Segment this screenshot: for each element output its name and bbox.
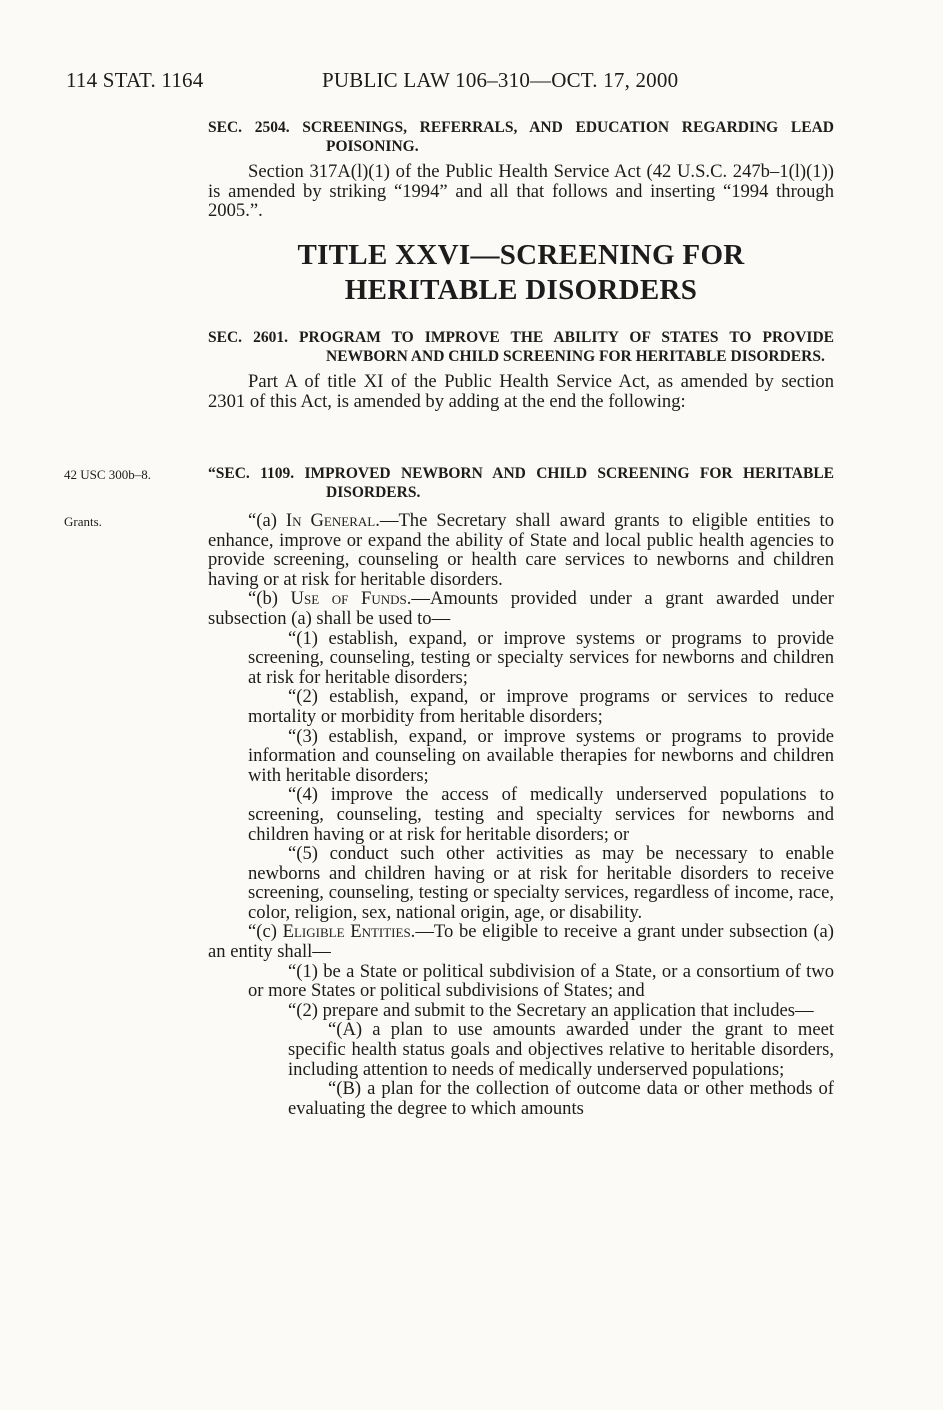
subsection-b xyxy=(208,589,834,628)
subsection-c-item-1: “(1) be a State or political subdivision of a State, or a consortium of two or more States or political subdivisions of States; and xyxy=(248,960,834,1002)
section-1109 xyxy=(208,464,834,1118)
subsection-a-label: “(a) xyxy=(248,510,286,531)
subsection-c-caption: Eligible Entities xyxy=(282,921,411,943)
subsection-b-item: “(2) establish, expand, or improve programs or services to reduce mortality or morbidity from heritable disorders; xyxy=(248,686,834,727)
subsection-c-text: .—To be eligible to receive a grant under subsection (a) an entity shall— xyxy=(208,921,834,963)
subsection-a xyxy=(208,511,834,589)
section-2601-text: Part A of title XI of the Public Health Service Act, as amended by section 2301 of this Act, is amended by adding at the end the following: xyxy=(208,371,834,412)
section-2504-text: Section 317A(l)(1) of the Public Health Service Act (42 U.S.C. 247b–1(l)(1)) is amended by striking “1994” and all that follows and inserting “1994 through 2005.”. xyxy=(208,161,834,222)
subsection-b-caption: Use of Funds xyxy=(290,588,407,610)
subsection-b-item: “(5) conduct such other activities as may be necessary to enable newborns and children having or at risk for heritable disorders to receive screening, counseling, testing or specialty services, regardless of income, race, color, religion, sex, national origin, age, or disability. xyxy=(248,843,834,923)
section-1109-heading: “SEC. 1109. IMPROVED NEWBORN AND CHILD SCREENING FOR HERITABLE DISORDERS. xyxy=(208,465,834,501)
public-law-citation: PUBLIC LAW 106–310—OCT. 17, 2000 xyxy=(322,68,679,92)
title-line-1: TITLE XXVI—SCREENING FOR xyxy=(297,239,745,271)
subsection-b-label: “(b) xyxy=(248,588,291,610)
subsection-c-label: “(c) xyxy=(248,921,283,943)
section-2504 xyxy=(208,118,834,221)
margin-note-grants: Grants. xyxy=(64,514,102,529)
subsection-c-item-2: “(2) prepare and submit to the Secretary an application that includes— xyxy=(288,999,814,1021)
subsection-c-subitem-b: “(B) a plan for the collection of outcome data or other methods of evaluating the degree to which amounts xyxy=(288,1078,834,1119)
section-2601 xyxy=(208,328,834,411)
statute-page-number: 114 STAT. 1164 xyxy=(66,68,204,92)
title-heading xyxy=(208,238,834,308)
subsection-c-subitem-a: “(A) a plan to use amounts awarded under the grant to meet specific health status goals and objectives relative to heritable disorders, including attention to needs of medically underserved populations; xyxy=(288,1019,834,1080)
section-2504-heading: SEC. 2504. SCREENINGS, REFERRALS, AND EDUCATION REGARDING LEAD POISONING. xyxy=(208,119,834,155)
subsection-b-item: “(3) establish, expand, or improve systems or programs to provide information and counseling on available therapies for newborns and children with heritable disorders; xyxy=(248,725,834,786)
subsection-a-text: .—The Secretary shall award grants to eligible entities to enhance, improve or expand the ability of State and local public health agencies to provide screening, counseling or health care services to newborns and children having or at risk for heritable disorders. xyxy=(208,510,834,590)
title-line-2: HERITABLE DISORDERS xyxy=(344,274,698,306)
margin-note-usc: 42 USC 300b–8. xyxy=(64,467,152,482)
subsection-c xyxy=(208,922,834,961)
subsection-a-caption: In General xyxy=(285,510,376,531)
section-2601-heading: SEC. 2601. PROGRAM TO IMPROVE THE ABILITY OF STATES TO PROVIDE NEWBORN AND CHILD SCREENING FOR HERITABLE DISORDERS. xyxy=(208,329,834,365)
subsection-b-item: “(4) improve the access of medically underserved populations to screening, counseling, testing and specialty services for newborns and children having or at risk for heritable disorders; or xyxy=(248,784,834,845)
subsection-b-item: “(1) establish, expand, or improve systems or programs to provide screening, counseling, testing or specialty services for newborns and children at risk for heritable disorders; xyxy=(248,627,834,688)
subsection-b-text: .—Amounts provided under a grant awarded under subsection (a) shall be used to— xyxy=(208,588,834,629)
